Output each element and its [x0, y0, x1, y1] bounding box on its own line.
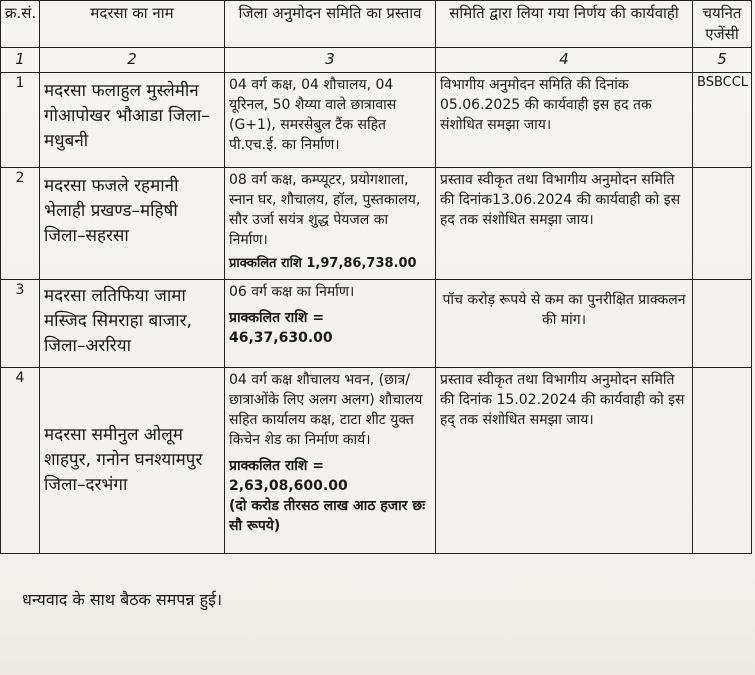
madrasa-name: मदरसा समीनुल ओलूम शाहपुर, गनोन घनश्यामपुर जिला–दरभंगा: [40, 368, 225, 554]
decision-text: पॉच करोड़ रूपये से कम का पुनरीक्षित प्राक्कलन की मांग।: [436, 280, 693, 368]
header-agency: चयनित एजेंसी: [693, 1, 752, 48]
estimated-amount: प्राक्कलित राशि = 2,63,08,600.00: [229, 458, 348, 494]
proposal-cell: [225, 368, 436, 554]
table-row: [1, 280, 752, 368]
column-number: 2: [40, 48, 225, 73]
amount-in-words: (दो करोड तीरसठ लाख आठ हजार छः सौ रूपये): [229, 498, 426, 534]
proposal-text: 04 वर्ग कक्ष शौचालय भवन, (छात्र/छात्राओंके लिए अलग अलग) शौचालय सहित कार्यालय कक्ष, टाटा शीट युक्त किचेन शेड का निर्माण कार्य।: [229, 372, 423, 448]
table-row: [1, 168, 752, 280]
header-sno: क्र.सं.: [1, 1, 40, 48]
estimated-amount: प्राक्कलित राशि 1,97,86,738.00: [229, 256, 417, 271]
proposal-text: 04 वर्ग कक्ष, 04 शौचालय, 04 यूरिनल, 50 शैय्या वाले छात्रावास (G+1), समरसेबुल टैंक सहित पी.एच.ई. का निर्माण।: [229, 77, 397, 153]
column-number: 4: [436, 48, 693, 73]
header-name: मदरसा का नाम: [40, 1, 225, 48]
row-sno: 1: [1, 73, 40, 168]
row-sno: 2: [1, 168, 40, 280]
agency-text: BSBCCL: [693, 73, 752, 168]
agency-text: [693, 368, 752, 554]
proposal-cell: [225, 73, 436, 168]
proposal-text: 06 वर्ग कक्ष का निर्माण।: [229, 284, 355, 300]
decision-text: विभागीय अनुमोदन समिति की दिनांक 05.06.2025 की कार्यवाही इस हद तक संशोधित समझा जाय।: [436, 73, 693, 168]
madrasa-name: मदरसा लतिफिया जामा मस्जिद सिमराहा बाजार, जिला–अररिया: [40, 280, 225, 368]
column-number: 1: [1, 48, 40, 73]
closing-remark: धन्यवाद के साथ बैठक समपन्न हुई।: [22, 590, 223, 609]
table-row: [1, 73, 752, 168]
row-sno: 4: [1, 368, 40, 554]
column-number-row: [1, 48, 752, 73]
header-decision: समिति द्वारा लिया गया निर्णय की कार्यवाही: [436, 1, 693, 48]
estimated-amount: प्राक्कलित राशि = 46,37,630.00: [229, 310, 333, 346]
table-row: [1, 368, 752, 554]
decision-text: प्रस्ताव स्वीकृत तथा विभागीय अनुमोदन समिति की दिनांक 15.02.2024 की कार्यवाही को इस हद् तक संशोधित समझा जाय।: [436, 368, 693, 554]
proposal-text: 08 वर्ग कक्ष, कम्प्यूटर, प्रयोगशाला, स्नान घर, शौचालय, हॉल, पुस्तकालय, सौर उर्जा सयंत्र शुद्ध पेयजल का निर्माण।: [229, 172, 421, 248]
header-proposal: जिला अनुमोदन समिति का प्रस्ताव: [225, 1, 436, 48]
madrasa-name: मदरसा फजले रहमानी भेलाही प्रखण्ड–महिषी जिला–सहरसा: [40, 168, 225, 280]
column-number: 3: [225, 48, 436, 73]
row-sno: 3: [1, 280, 40, 368]
agency-text: [693, 280, 752, 368]
madrasa-name: मदरसा फलाहुल मुस्लेमीन गोआपोखर भौआडा जिला–मधुबनी: [40, 73, 225, 168]
proposal-cell: [225, 280, 436, 368]
header-row: [1, 1, 752, 48]
decision-text: प्रस्ताव स्वीकृत तथा विभागीय अनुमोदन समिति की दिनांक13.06.2024 की कार्यवाही को इस हद तक संशोधित समझा जाय।: [436, 168, 693, 280]
agency-text: [693, 168, 752, 280]
proposal-cell: [225, 168, 436, 280]
column-number: 5: [693, 48, 752, 73]
